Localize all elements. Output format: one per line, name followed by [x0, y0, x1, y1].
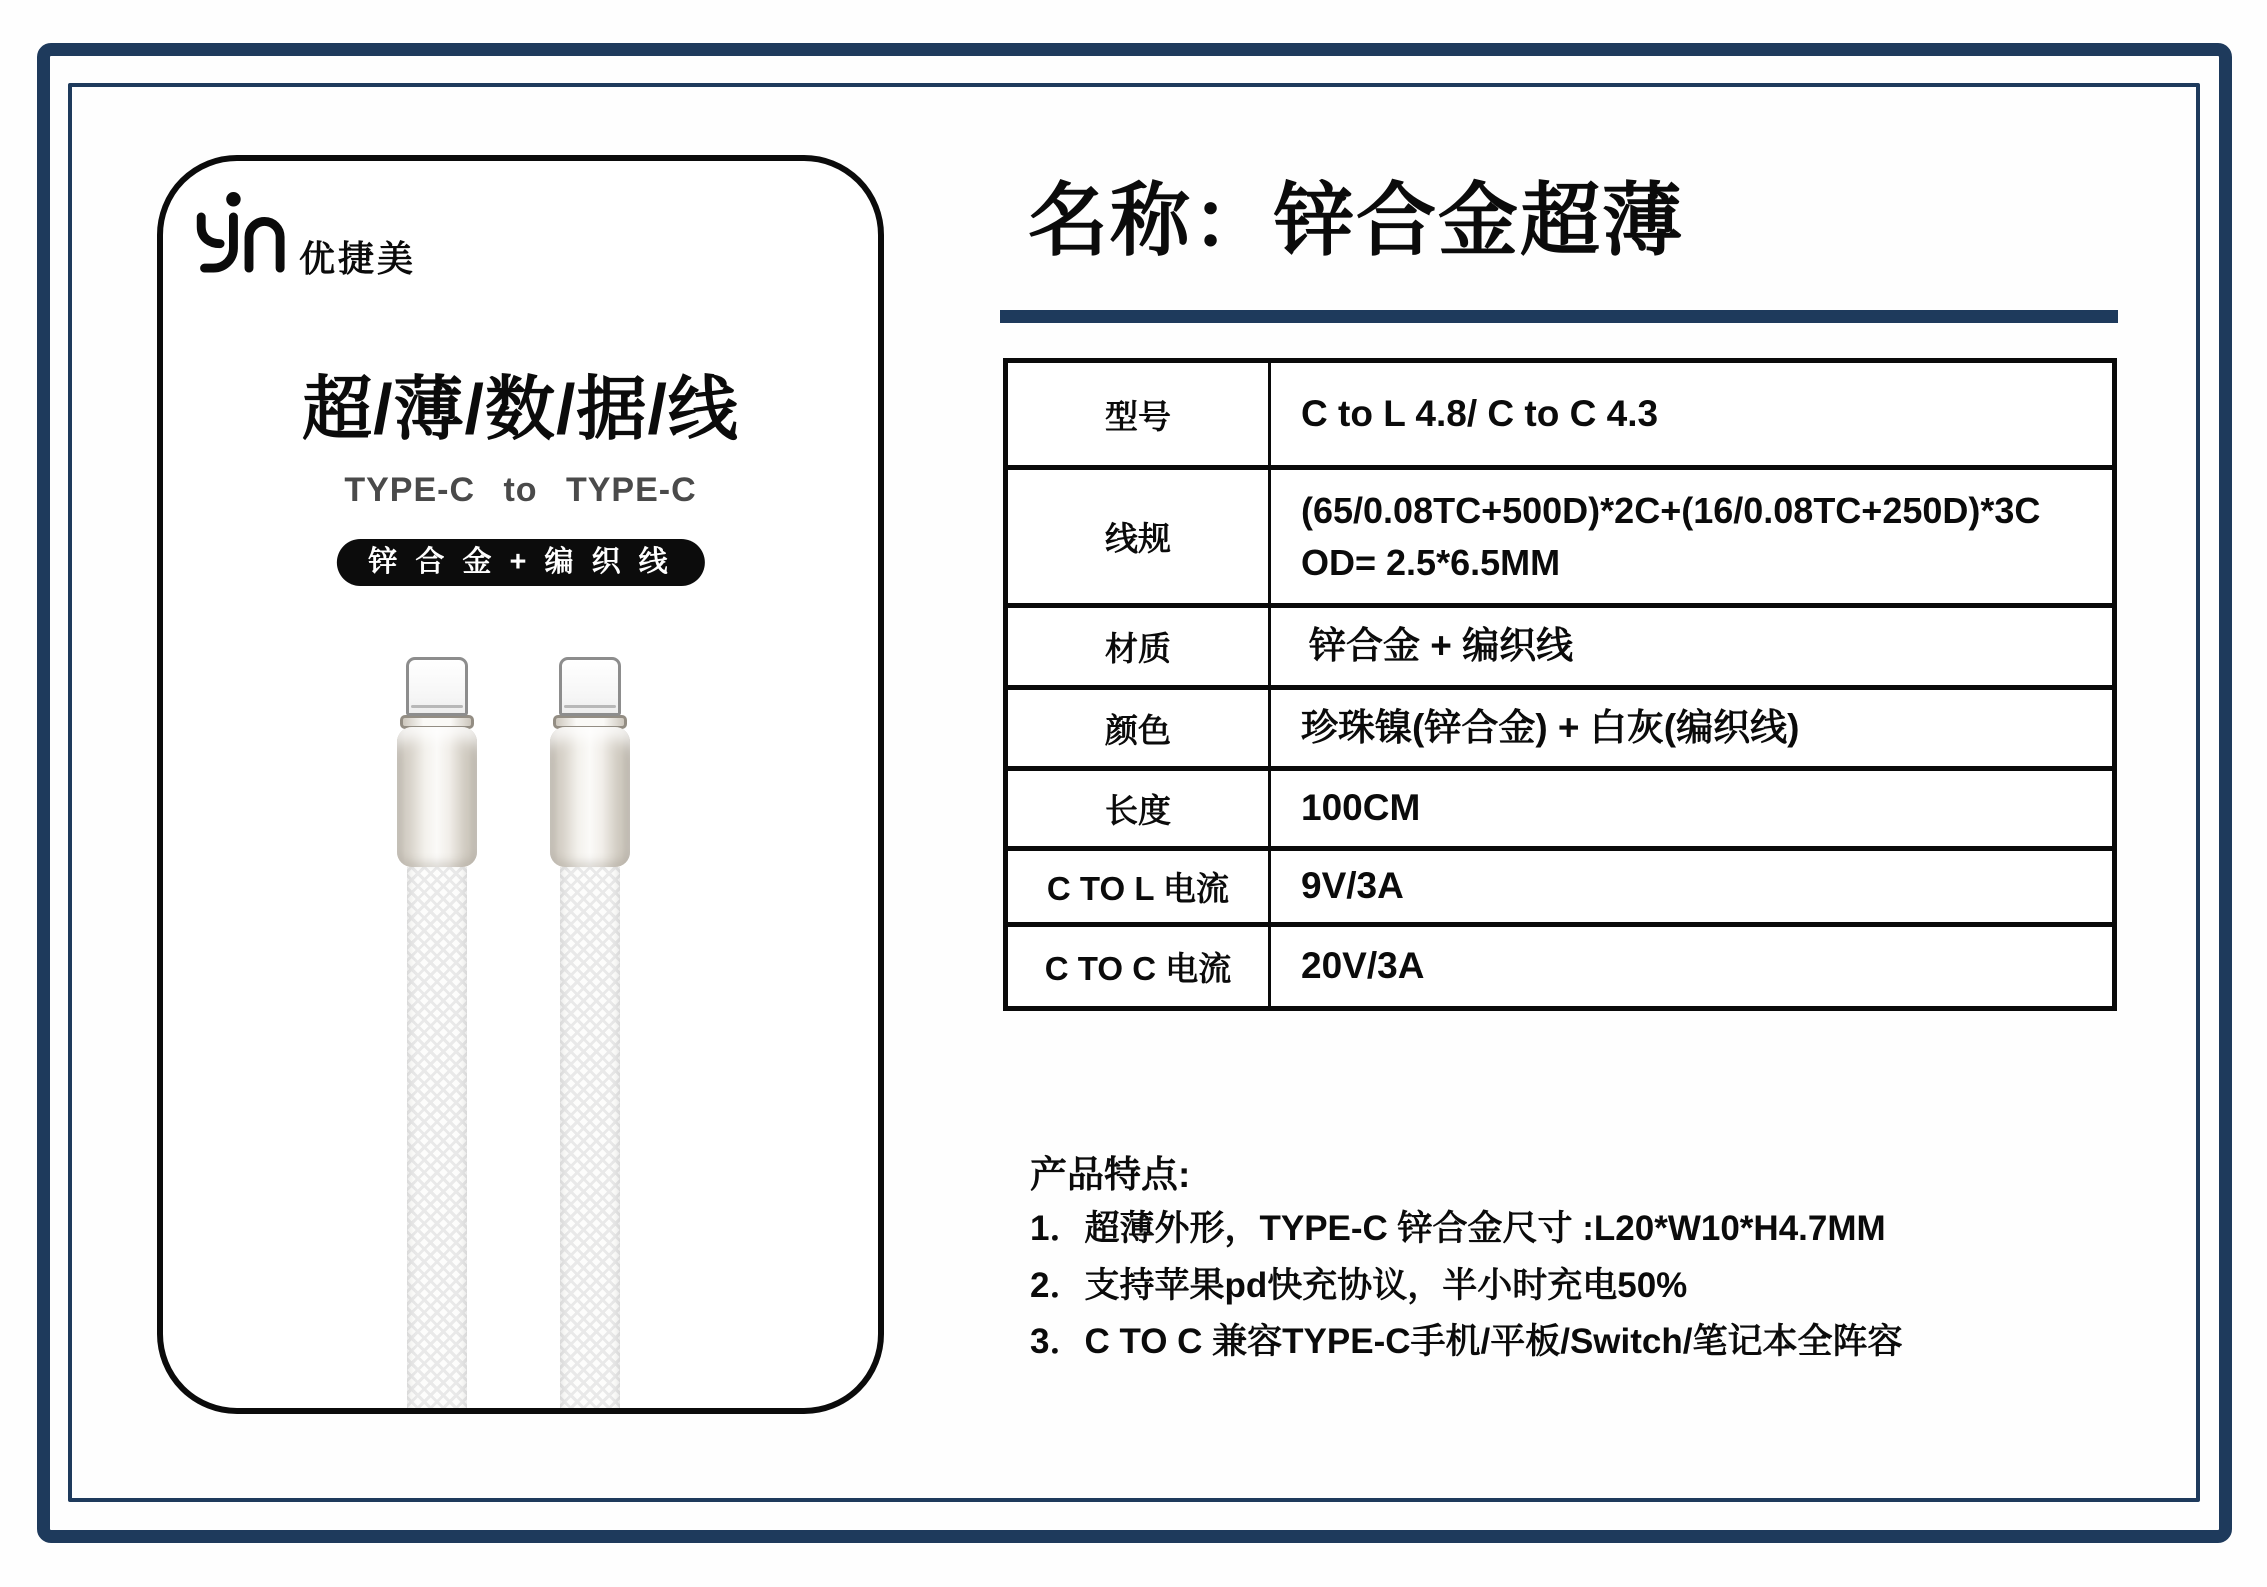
- table-row-wire-gauge: [1008, 465, 2112, 603]
- spec-label: C TO L 电流: [1008, 851, 1271, 922]
- title-divider: [1000, 310, 2118, 323]
- spec-value: [1271, 470, 2112, 603]
- product-card: [157, 155, 884, 1414]
- connector-metal-body: [550, 727, 630, 867]
- spec-value-text: C to L 4.8/ C to C 4.3: [1301, 392, 1659, 434]
- spec-label: 颜色: [1008, 690, 1271, 766]
- spec-label: 材质: [1008, 608, 1271, 685]
- usb-c-connector-right: [550, 657, 630, 1412]
- connector-metal-body: [397, 727, 477, 867]
- material-badge: 锌 合 金 + 编 织 线: [336, 539, 704, 586]
- spec-value: [1271, 690, 2112, 766]
- spec-value: [1271, 771, 2112, 846]
- spec-value-text: 20V/3A: [1301, 945, 1425, 987]
- usb-c-plug-tip-icon: [559, 657, 621, 716]
- spec-value-text: 锌合金 + 编织线: [1309, 625, 1574, 667]
- feature-item-3: 3．C TO C 兼容TYPE-C手机/平板/Switch/笔记本全阵容: [1030, 1322, 1903, 1361]
- spec-value: [1271, 363, 2112, 465]
- braided-cable: [407, 867, 467, 1412]
- spec-label: C TO C 电流: [1008, 927, 1271, 1006]
- table-row-model: [1008, 363, 2112, 465]
- table-row-color: [1008, 685, 2112, 766]
- spec-value: [1271, 927, 2112, 1006]
- spec-value-text: 9V/3A: [1301, 865, 1404, 907]
- spec-label: 型号: [1008, 363, 1271, 465]
- table-row-material: [1008, 603, 2112, 685]
- spec-value-text: 100CM: [1301, 787, 1421, 829]
- brand-name: 优捷美: [299, 238, 417, 279]
- product-name-title: 名称：锌合金超薄: [1028, 176, 1684, 265]
- braided-cable: [560, 867, 620, 1412]
- usb-c-connector-left: [397, 657, 477, 1412]
- spec-value: [1271, 851, 2112, 922]
- feature-item-1: 1．超薄外形，TYPE-C 锌合金尺寸 :L20*W10*H4.7MM: [1030, 1209, 1886, 1248]
- spec-value-text: (65/0.08TC+500D)*2C+(16/0.08TC+250D)*3C: [1301, 490, 2041, 532]
- table-row-c-to-c-current: [1008, 922, 2112, 1006]
- spec-label: 线规: [1008, 470, 1271, 603]
- feature-item-2: 2．支持苹果pd快充协议，半小时充电50%: [1030, 1266, 1688, 1305]
- spec-label: 长度: [1008, 771, 1271, 846]
- card-title: 超/薄/数/据/线: [302, 370, 739, 448]
- features-heading: 产品特点:: [1030, 1154, 1191, 1195]
- card-subtitle: TYPE-C to TYPE-C: [344, 471, 697, 509]
- table-row-length: [1008, 766, 2112, 846]
- spec-value-text: OD= 2.5*6.5MM: [1301, 541, 1561, 583]
- brand-logo: [189, 187, 416, 287]
- spec-value-text: 珍珠镍(锌合金) + 白灰(编织线): [1301, 706, 1800, 748]
- table-row-c-to-l-current: [1008, 846, 2112, 922]
- brand-logo-mark-icon: [189, 187, 289, 287]
- spec-table: [1003, 358, 2117, 1011]
- usb-c-plug-tip-icon: [406, 657, 468, 716]
- spec-value: [1271, 608, 2112, 685]
